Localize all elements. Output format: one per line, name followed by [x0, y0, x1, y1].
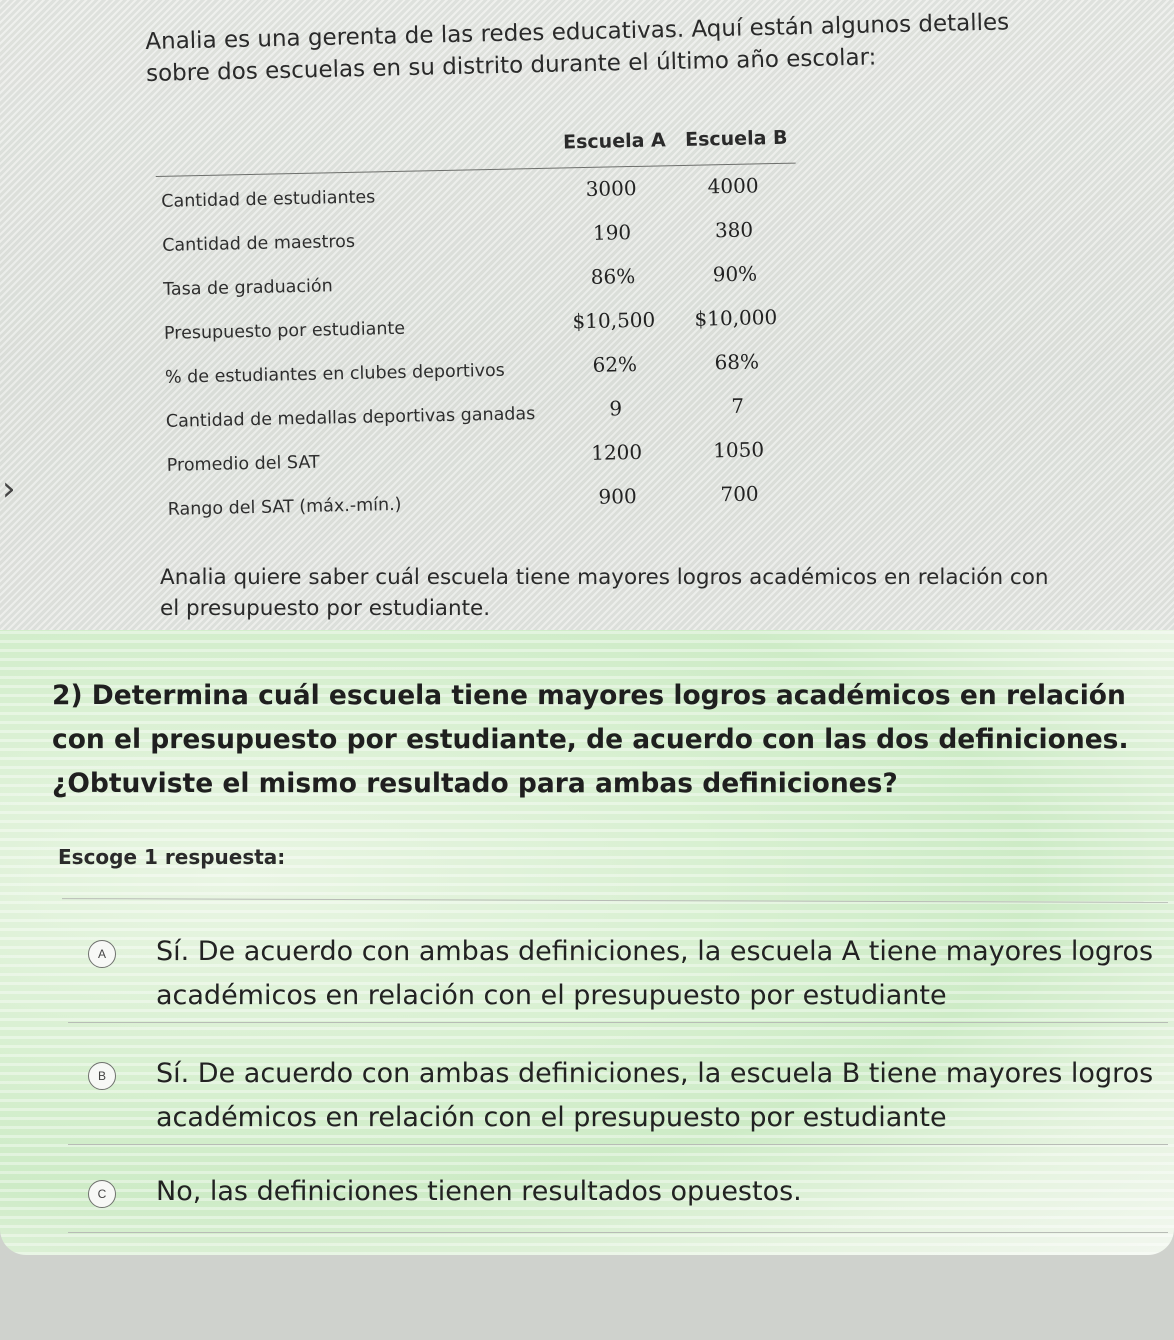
column-header-school-a: Escuela A: [562, 129, 666, 154]
question-text: 2) Determina cuál escuela tiene mayores logros académicos en relación con el presupuesto por estudiante, de acuerdo con las dos definiciones. ¿Obtuviste el mismo resultado para ambas definiciones?: [52, 680, 1129, 799]
school-a-value: 900: [598, 483, 637, 509]
option-text[interactable]: Sí. De acuerdo con ambas definiciones, la escuela B tiene mayores logros académicos en relación con el presupuesto por estudiante: [156, 1058, 1154, 1133]
school-a-value: $10,500: [572, 307, 656, 334]
problem-context-panel: [0, 0, 1174, 630]
row-label: Rango del SAT (máx.-mín.): [167, 494, 402, 520]
row-label: Promedio del SAT: [166, 452, 320, 476]
divider: [68, 1232, 1168, 1233]
divider: [68, 1022, 1168, 1023]
option-letter-badge[interactable]: A: [88, 940, 116, 968]
row-label: % de estudiantes en clubes deportivos: [164, 360, 506, 388]
option-text[interactable]: No, las definiciones tienen resultados opuestos.: [156, 1176, 802, 1207]
row-label: Cantidad de estudiantes: [161, 187, 376, 212]
school-b-value: 700: [720, 481, 759, 507]
school-a-value: 190: [592, 220, 632, 245]
school-b-value: 380: [714, 217, 754, 243]
row-label: Tasa de graduación: [162, 276, 333, 300]
school-b-value: 90%: [712, 261, 758, 287]
outro-text: Analia quiere saber cuál escuela tiene mayores logros académicos en relación con el presupuesto por estudiante.: [160, 565, 1049, 621]
school-a-value: 9: [609, 396, 623, 421]
question-card: [0, 630, 1174, 1255]
school-b-value: 68%: [714, 349, 760, 375]
row-label: Presupuesto por estudiante: [163, 318, 406, 344]
row-label: Cantidad de medallas deportivas ganadas: [165, 404, 536, 432]
school-b-value: $10,000: [694, 305, 778, 331]
school-b-value: 7: [731, 393, 745, 418]
school-a-value: 1200: [590, 439, 643, 465]
school-b-value: 4000: [707, 173, 759, 199]
answer-prompt: Escoge 1 respuesta:: [58, 845, 286, 869]
chevron-right-icon[interactable]: ›: [2, 469, 16, 509]
option-letter-badge[interactable]: B: [88, 1062, 116, 1090]
school-b-value: 1050: [712, 437, 765, 463]
divider: [62, 898, 1168, 903]
school-a-value: 3000: [585, 175, 637, 201]
option-letter-badge[interactable]: C: [88, 1180, 116, 1208]
column-header-school-b: Escuela B: [684, 126, 788, 151]
intro-text: Analia es una gerenta de las redes educativas. Aquí están algunos detalles sobre dos escuelas en su distrito durante el último año escolar:: [145, 9, 1010, 87]
divider: [68, 1144, 1168, 1145]
row-label: Cantidad de maestros: [162, 231, 356, 256]
school-a-value: 62%: [592, 351, 638, 377]
school-comparison-table: [155, 126, 795, 520]
school-a-value: 86%: [590, 263, 636, 289]
option-text[interactable]: Sí. De acuerdo con ambas definiciones, la escuela A tiene mayores logros académicos en relación con el presupuesto por estudiante: [156, 936, 1154, 1011]
